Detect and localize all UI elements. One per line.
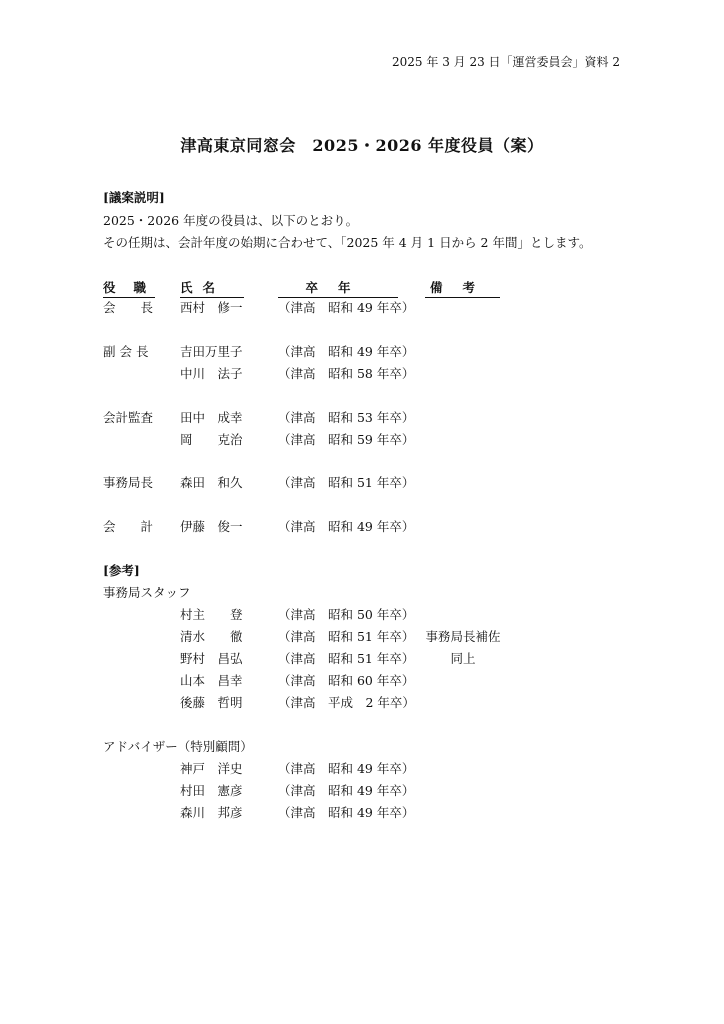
officer-row	[0, 430, 724, 448]
staff-name: 清水 徹	[180, 629, 243, 644]
advisor-name: 森川 邦彦	[180, 805, 243, 820]
staff-label: 事務局スタッフ	[103, 585, 191, 600]
officer-row	[0, 517, 724, 535]
explanation-line: その任期は、会計年度の始期に合わせて、「2025 年 4 月 1 日から 2 年間」とします。	[103, 235, 592, 250]
staff-note: 事務局長補佐	[425, 629, 501, 644]
advisor-graduation: （津高 昭和 49 年卒）	[278, 761, 415, 776]
officer-name: 岡 克治	[180, 432, 243, 447]
officer-name: 田中 成幸	[180, 410, 243, 425]
column-header-note: 備考	[425, 278, 500, 298]
officer-row	[0, 342, 724, 360]
column-header-graduation: 卒年	[278, 278, 398, 298]
staff-name: 後藤 哲明	[180, 695, 243, 710]
advisor-row	[0, 759, 724, 777]
document-reference: 2025 年 3 月 23 日「運営委員会」資料 2	[392, 55, 620, 69]
explanation-heading: [議案説明]	[103, 190, 165, 205]
advisor-name: 神戸 洋史	[180, 761, 243, 776]
officer-role: 事務局長	[103, 475, 154, 490]
officer-graduation: （津高 昭和 49 年卒）	[278, 519, 415, 534]
explanation-line: 2025・2026 年度の役員は、以下のとおり。	[103, 213, 359, 228]
officer-graduation: （津高 昭和 49 年卒）	[278, 300, 415, 315]
advisor-label: アドバイザー（特別顧問）	[103, 739, 253, 754]
advisor-name: 村田 憲彦	[180, 783, 243, 798]
officer-role: 会 長	[103, 300, 154, 315]
officer-name: 森田 和久	[180, 475, 243, 490]
officer-row	[0, 364, 724, 382]
staff-name: 野村 昌弘	[180, 651, 243, 666]
advisor-graduation: （津高 昭和 49 年卒）	[278, 783, 415, 798]
advisor-row	[0, 803, 724, 821]
staff-graduation: （津高 昭和 51 年卒）	[278, 651, 415, 666]
officer-graduation: （津高 昭和 59 年卒）	[278, 432, 415, 447]
officer-role: 会 計	[103, 519, 154, 534]
officer-graduation: （津高 昭和 53 年卒）	[278, 410, 415, 425]
officer-role: 副 会 長	[103, 344, 149, 359]
officer-row	[0, 298, 724, 316]
officer-row	[0, 408, 724, 426]
officer-graduation: （津高 昭和 58 年卒）	[278, 366, 415, 381]
staff-graduation: （津高 昭和 51 年卒）	[278, 629, 415, 644]
officer-name: 伊藤 俊一	[180, 519, 243, 534]
staff-graduation: （津高 昭和 60 年卒）	[278, 673, 415, 688]
staff-row	[0, 627, 724, 645]
staff-note: 同上	[450, 651, 476, 666]
staff-row	[0, 693, 724, 711]
officer-row	[0, 473, 724, 491]
staff-row	[0, 671, 724, 689]
advisor-row	[0, 781, 724, 799]
officer-graduation: （津高 昭和 51 年卒）	[278, 475, 415, 490]
column-header-role: 役職	[103, 278, 155, 298]
officer-name: 西村 修一	[180, 300, 243, 315]
staff-graduation: （津高 昭和 50 年卒）	[278, 607, 415, 622]
staff-row	[0, 649, 724, 667]
officer-name: 吉田万里子	[180, 344, 243, 359]
officer-graduation: （津高 昭和 49 年卒）	[278, 344, 415, 359]
officer-name: 中川 法子	[180, 366, 243, 381]
staff-row	[0, 605, 724, 623]
column-header-name: 氏名	[180, 278, 244, 298]
staff-name: 村主 登	[180, 607, 243, 622]
reference-heading: [参考]	[103, 563, 140, 578]
staff-name: 山本 昌幸	[180, 673, 243, 688]
advisor-graduation: （津高 昭和 49 年卒）	[278, 805, 415, 820]
staff-graduation: （津高 平成 2 年卒）	[278, 695, 415, 710]
page-title: 津高東京同窓会 2025・2026 年度役員（案）	[180, 136, 544, 155]
officer-role: 会計監査	[103, 410, 154, 425]
